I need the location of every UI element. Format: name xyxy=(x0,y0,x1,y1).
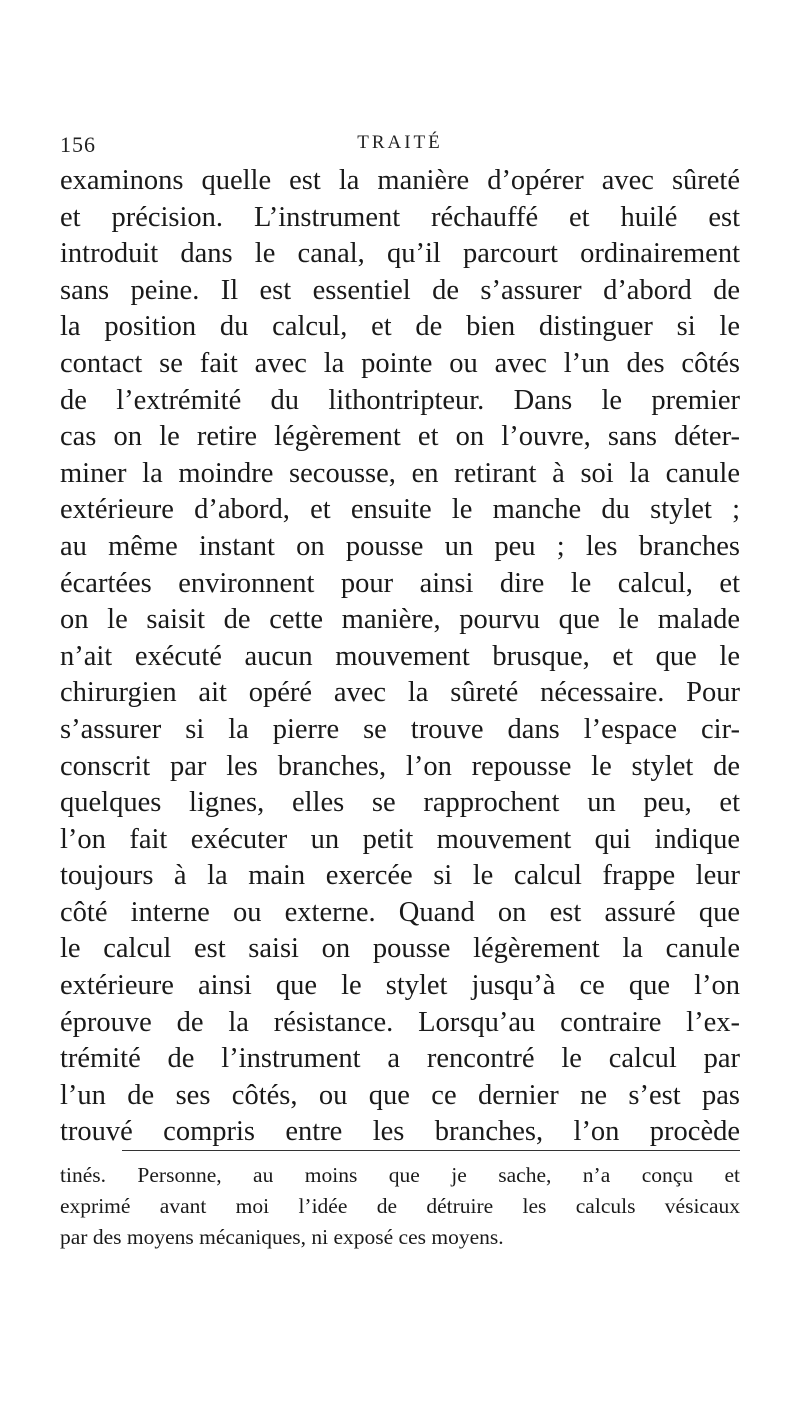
text-line: trouvé compris entre les branches, l’on procède xyxy=(60,1116,740,1148)
text-line: extérieure ainsi que le stylet jusqu’à ce que l’on xyxy=(60,970,740,1002)
text-line: côté interne ou externe. Quand on est assuré que xyxy=(60,896,740,928)
text-line: s’assurer si la pierre se trouve dans l’espace cir- xyxy=(60,713,740,745)
text-line: contact se fait avec la pointe ou avec l’un des côtés xyxy=(60,347,740,379)
main-text xyxy=(60,163,740,1151)
footnote-line: par des moyens mécaniques, ni exposé ces moyens. xyxy=(60,1225,504,1249)
text-line: écartées environnent pour ainsi dire le calcul, et xyxy=(60,567,740,599)
footnote xyxy=(60,1160,740,1253)
footnote-rule xyxy=(122,1150,740,1151)
text-line: éprouve de la résistance. Lorsqu’au contraire l’ex- xyxy=(60,1006,740,1038)
text-line: conscrit par les branches, l’on repousse le stylet de xyxy=(60,750,740,782)
running-title: TRAITÉ xyxy=(357,132,443,153)
page-number: 156 xyxy=(60,132,96,157)
text-line: examinons quelle est la manière d’opérer avec sûreté xyxy=(60,165,740,196)
text-line: miner la moindre secousse, en retirant à soi la canule xyxy=(60,457,740,489)
text-line: au même instant on pousse un peu ; les branches xyxy=(60,530,740,562)
text-line: la position du calcul, et de bien distinguer si le xyxy=(60,311,740,343)
text-line: extérieure d’abord, et ensuite le manche du stylet ; xyxy=(60,494,740,526)
text-line: sans peine. Il est essentiel de s’assurer d’abord de xyxy=(60,274,740,306)
text-line: n’ait exécuté aucun mouvement brusque, et que le xyxy=(60,640,740,672)
text-line: l’un de ses côtés, ou que ce dernier ne s’est pas xyxy=(60,1079,740,1111)
text-line: de l’extrémité du lithontripteur. Dans le premier xyxy=(60,384,740,416)
text-line: cas on le retire légèrement et on l’ouvre, sans déter- xyxy=(60,421,740,453)
text-line: quelques lignes, elles se rapprochent un peu, et xyxy=(60,787,740,819)
text-line: l’on fait exécuter un petit mouvement qui indique xyxy=(60,823,740,855)
text-line: le calcul est saisi on pousse légèrement la canule xyxy=(60,933,740,965)
footnote-line: exprimé avant moi l’idée de détruire les calculs vésicaux xyxy=(60,1194,740,1218)
text-line: on le saisit de cette manière, pourvu que le malade xyxy=(60,604,740,636)
running-head xyxy=(60,132,740,162)
text-line: et précision. L’instrument réchauffé et huilé est xyxy=(60,201,740,233)
text-line: toujours à la main exercée si le calcul frappe leur xyxy=(60,860,740,892)
text-line: introduit dans le canal, qu’il parcourt ordinairement xyxy=(60,238,740,270)
text-line: chirurgien ait opéré avec la sûreté nécessaire. Pour xyxy=(60,677,740,709)
footnote-line: tinés. Personne, au moins que je sache, n’a conçu et xyxy=(60,1163,740,1187)
text-line: trémité de l’instrument a rencontré le calcul par xyxy=(60,1043,740,1075)
